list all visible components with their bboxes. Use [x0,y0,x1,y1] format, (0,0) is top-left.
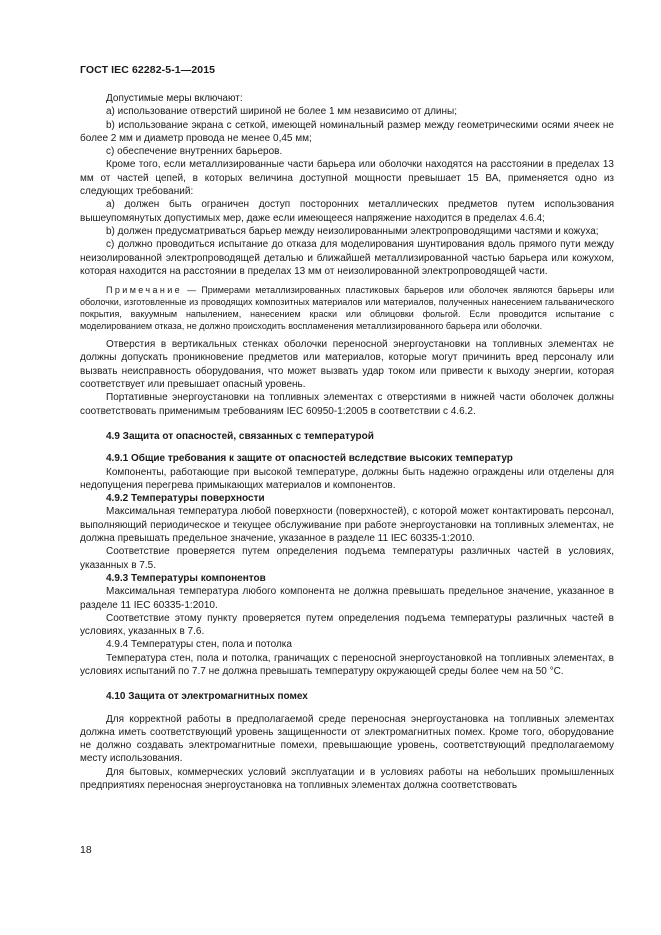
paragraph: Соответствие проверяется путем определения подъема температуры различных частей в условиях, указанных в 7.5. [80,546,614,571]
document-header: ГОСТ IEC 62282-5-1—2015 [80,64,216,76]
list-item: a) использование отверстий шириной не более 1 мм независимо от длины; [106,106,457,118]
section-heading-4-9: 4.9 Защита от опасностей, связанных с температурой [106,430,374,442]
paragraph: Максимальная температура любого компонента не должна превышать предельное значение, указанное в разделе 11 IEC 60335-1:2010. [80,586,614,611]
subsection-heading-4-9-3: 4.9.3 Температуры компонентов [106,572,266,584]
paragraph: Допустимые меры включают: [106,93,243,104]
subsection-heading-4-9-1: 4.9.1 Общие требования к защите от опасностей вследствие высоких температур [106,453,513,465]
page-number: 18 [80,844,92,856]
subsection-heading-4-9-4: 4.9.4 Температуры стен, пола и потолка [106,639,292,651]
paragraph: Для корректной работы в предполагаемой среде переносная энергоустановка на топливных элементах должна иметь соответствующий уровень защищенности от электромагнитных помех. Кроме того, оборудование не должно создавать электромагнитные помехи, превышающие уровень, соответствующий предполагаемому месту использования. [80,713,614,765]
list-item: b) использование экрана с сеткой, имеющей номинальный размер между геометрическими осями ячеек не более 2 мм и диаметр провода не менее 0,45 мм; [80,119,614,144]
paragraph: Максимальная температура любой поверхности (поверхностей), с которой может контактировать персонал, выполняющий периодическое и текущее обслуживание при работе энергоустановки на топливных элементах, не должна превышать предельное значение, указанное в разделе 11 IEC 60335-1:2010. [80,506,614,545]
paragraph: Компоненты, работающие при высокой температуре, должны быть надежно ограждены или отделены для недопущения перегрева примыкающих материалов и компонентов. [80,466,614,491]
paragraph: Соответствие этому пункту проверяется путем определения подъема температуры различных частей в условиях, указанных в 7.6. [80,612,614,638]
paragraph: Портативные энергоустановки на топливных элементах с отверстиями в нижней части оболочек должны соответствовать применимым требованиям IEC 60950-1:2005 в соответствии с 4.6.2. [80,392,614,417]
section-heading-4-10: 4.10 Защита от электромагнитных помех [106,691,308,703]
list-item: c) обеспечение внутренних барьеров. [106,146,283,158]
note-label: Примечание [106,285,183,296]
list-item: c) должно проводиться испытание до отказа для моделирования шунтирования вдоль прямого пути между неизолированной электропроводящей деталью и ближайшей металлизированной частью барьера или кожухом, которая находится на расстоянии в пределах 13 мм от неизолированной электропроводящей части. [80,239,614,277]
list-item: b) должен предусматриваться барьер между неизолированными электропроводящими частями и кожуха; [106,225,599,237]
note-text: — Примерами металлизированных пластиковых барьеров или оболочек являются барьеры или оболочки, изготовленные из проводящих композитных материалов или материалов, полученных нанесением гальванического покрытия, вакуумным напылением, нанесением краски или облицовки фольгой. Если проводится испытание с моделированием отказа, не должно происходить воспламенения металлизированного барьера или оболочки. [80,285,614,332]
paragraph: Кроме того, если металлизированные части барьера или оболочки находятся на расстоянии в пределах 13 мм от частей цепей, в которых величина доступной мощности превышает 15 ВА, применяется одно из следующих требований: [80,159,614,198]
paragraph: Температура стен, пола и потолка, граничащих с переносной энергоустановкой на топливных элементах, в условиях испытаний по 7.7 не должна превышать температуру окружающей среды более чем на 50 °С. [80,652,614,677]
document-body [80,92,614,792]
paragraph: Отверстия в вертикальных стенках оболочки переносной энергоустановки на топливных элементах не должны допускать проникновение предметов или материалов, которые могут причинить вред персоналу или вызвать неисправность оборудования, что может вызвать удар током или привести к выходу энергии, которая соответствует или превышает опасный уровень. [80,339,614,391]
paragraph: Для бытовых, коммерческих условий эксплуатации и в условиях работы на небольших промышленных предприятиях переносная энергоустановка на топливных элементах должна соответствовать [80,766,614,792]
subsection-heading-4-9-2: 4.9.2 Температуры поверхности [106,493,265,505]
list-item: a) должен быть ограничен доступ посторонних металлических предметов путем использования вышеупомянутых допустимых мер, даже если имеющееся напряжение находится в пределах 4.6.4; [80,199,614,224]
note [80,284,614,332]
